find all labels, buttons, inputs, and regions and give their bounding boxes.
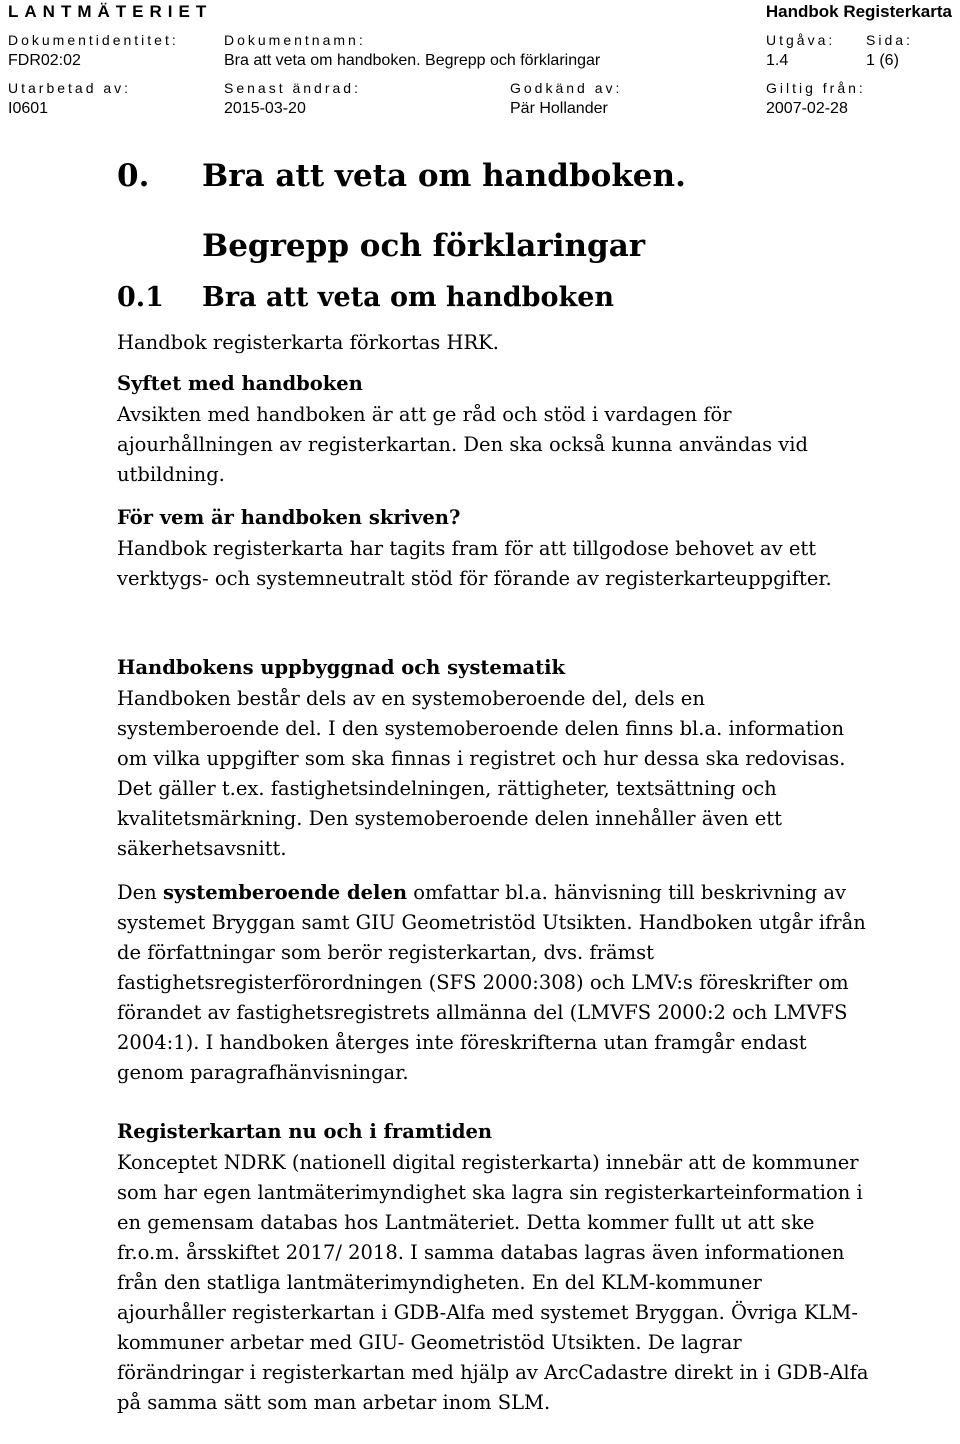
chapter-title-line1: Bra att veta om handboken. — [202, 158, 686, 194]
doc-name-value: Bra att veta om handboken. Begrepp och förklaringar — [224, 52, 601, 69]
approved-by-label: Godkänd av: — [510, 80, 623, 96]
dependent-pre: Den — [117, 881, 163, 904]
handbook-title: Handbok Registerkarta — [765, 2, 952, 21]
structure-heading: Handbokens uppbyggnad och systematik — [117, 656, 566, 679]
doc-id-value: FDR02:02 — [8, 52, 81, 69]
future-text: Konceptet NDRK (nationell digital registerkarta) innebär att de kommuner som har egen lantmäterimyndighet ska lagra sin registerkarteinformation i en gemensam databas hos Lantmäteriet. Detta kommer fullt ut att ske fr.o.m. årsskiftet 2017/ 2018. I samma databas lagras även informationen från den statliga lantmäterimyndigheten. En del KLM-kommuner ajourhåller registerkartan i GDB-Alfa med systemet Bryggan. Övriga KLM-kommuner arbetar med GIU- Geometristöd Utsikten. De lagrar förändringar i registerkartan med hjälp av ArcCadastre direkt in i GDB-Alfa på samma sätt som man arbetar inom SLM. — [117, 1151, 869, 1414]
valid-from-value: 2007-02-28 — [766, 100, 848, 117]
doc-name-label: Dokumentnamn: — [224, 32, 366, 48]
approved-by-value: Pär Hollander — [510, 100, 608, 117]
purpose-text: Avsikten med handboken är att ge råd och stöd i vardagen för ajourhållningen av registerkartan. Den ska också kunna användas vid utbildning. — [117, 403, 809, 486]
section-number: 0.1 — [117, 282, 164, 313]
chapter-heading — [117, 158, 877, 198]
organization-name: LANTMÄTERIET — [8, 2, 213, 21]
structure-text: Handboken består dels av en systemoberoende del, dels en systemberoende del. I den systemoberoende delen finns bl.a. information om vilka uppgifter som ska finnas i registret och hur dessa ska redovisas. Det gäller t.ex. fastighetsindelningen, rättigheter, textsättning och kvalitetsmärkning. Den systemoberoende delen innehåller även ett säkerhetsavsnitt. — [117, 687, 846, 860]
doc-id-label: Dokumentidentitet: — [8, 32, 179, 48]
dependent-text: omfattar bl.a. hänvisning till beskrivning av systemet Bryggan samt GIU Geometristöd Utsikten. Handboken utgår ifrån de författningar som berör registerkartan, dvs. främst fastighetsregisterförordningen (SFS 2000:308) och LMV:s föreskrifter om förandet av fastighetsregistrets allmänna del (LMVFS 2000:2 och LMVFS 2004:1). I handboken återges inte föreskrifterna utan framgår endast genom paragrafhänvisningar. — [117, 881, 866, 1084]
edition-label: Utgåva: — [766, 32, 836, 48]
chapter-title-line2: Begrepp och förklaringar — [202, 228, 646, 264]
last-changed-value: 2015-03-20 — [224, 100, 306, 117]
prepared-by-label: Utarbetad av: — [8, 80, 132, 96]
edition-value: 1.4 — [766, 52, 789, 69]
dependent-bold-term: systemberoende delen — [162, 881, 408, 904]
purpose-heading: Syftet med handboken — [117, 372, 363, 395]
future-heading: Registerkartan nu och i framtiden — [117, 1120, 493, 1143]
last-changed-label: Senast ändrad: — [224, 80, 361, 96]
audience-heading: För vem är handboken skriven? — [117, 506, 461, 529]
audience-text: Handbok registerkarta har tagits fram för att tillgodose behovet av ett verktygs- och systemneutralt stöd för förande av registerkarteuppgifter. — [117, 537, 832, 590]
page-value: 1 (6) — [866, 52, 899, 69]
prepared-by-value: I0601 — [8, 100, 49, 117]
page-label: Sida: — [866, 32, 913, 48]
chapter-number: 0. — [117, 158, 150, 194]
section-title: Bra att veta om handboken — [202, 282, 615, 313]
valid-from-label: Giltig från: — [766, 80, 866, 96]
intro-text: Handbok registerkarta förkortas HRK. — [117, 331, 499, 354]
dependent-paragraph — [117, 878, 869, 1088]
